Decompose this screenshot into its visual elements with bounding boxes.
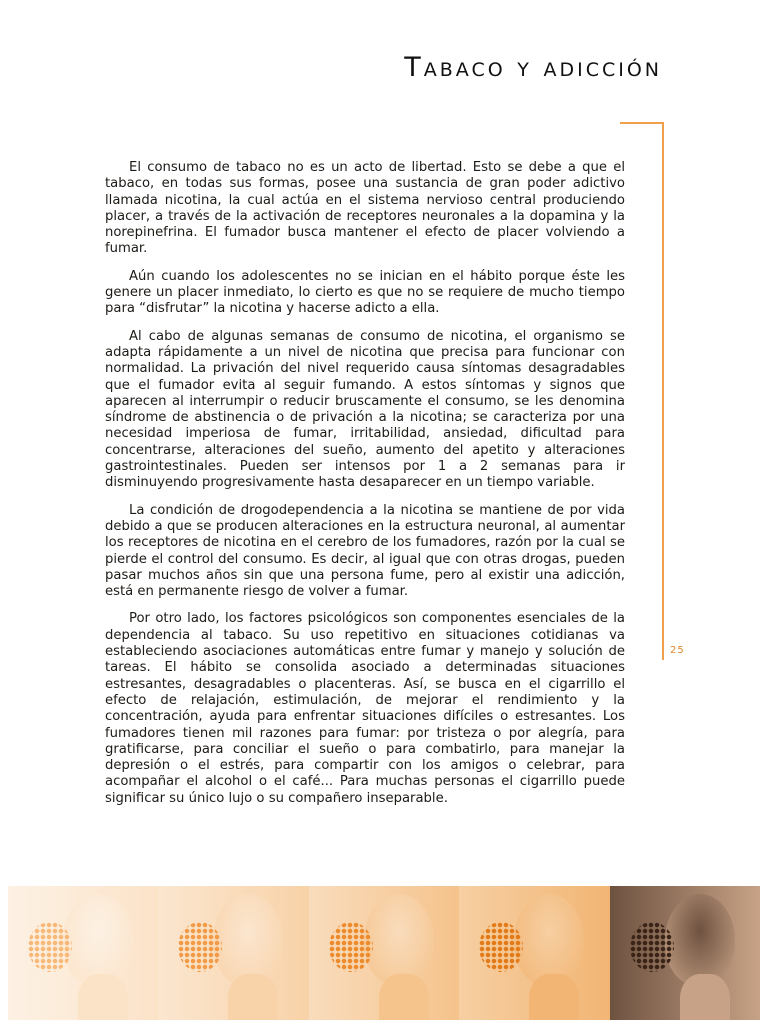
accent-rule-horizontal [620,122,664,124]
smoke-dots-icon [329,922,373,972]
paragraph: Por otro lado, los factores psicológicos son componentes esenciales de la dependencia al tabaco. Su uso repetitivo en situaciones cotidianas va estableciendo asociaciones automáticas entre fumar y manejo y solución de tareas. El hábito se consolida asociado a determinadas situaciones estresantes, desagradables o placenteras. Así, se busca en el cigarrillo el efecto de relajación, estimulación, de mejorar el rendimiento y la concentración, ayuda para enfrentar situaciones difíciles o estresantes. Los fumadores tienen mil razones para fumar: por tristeza o por alegría, para gratificarse, para conciliar el sueño o para combatirlo, para manejar la depresión o el estrés, para compartir con los amigos o celebrar, para acompañar el alcohol o el café... Para muchas personas el cigarrillo puede significar su único lujo o su compañero inseparable. [105,611,625,806]
neck-shape [680,974,730,1020]
smoking-person-photo [158,886,308,1020]
page-number: 25 [670,645,685,656]
smoking-person-photo [8,886,158,1020]
accent-rule-vertical [662,122,664,660]
head-shape [514,894,584,986]
smoking-person-photo [610,886,760,1020]
paragraph: Aún cuando los adolescentes no se inician en el hábito porque éste les genere un placer inmediato, lo cierto es que no se requiere de mucho tiempo para “disfrutar” la nicotina y hacerse adicto a ella. [105,268,625,317]
paragraph: Al cabo de algunas semanas de consumo de nicotina, el organismo se adapta rápidamente a un nivel de nicotina que precisa para funcionar con normalidad. La privación del nivel requerido causa síntomas desagradables que el fumador evita al seguir fumando. A estos síntomas y signos que aparecen al interrumpir o reducir bruscamente el consumo, se les denomina síndrome de abstinencia o de privación a la nicotina; se caracteriza por una necesidad imperiosa de fumar, irritabilidad, ansiedad, dificultad para concentrarse, alteraciones del sueño, aumento del apetito y alteraciones gastrointestinales. Pueden ser intensos por 1 a 2 semanas para ir disminuyendo progresivamente hasta desaparecer en un tiempo variable. [105,328,625,491]
smoking-person-photo [309,886,459,1020]
smoke-dots-icon [178,922,222,972]
neck-shape [78,974,128,1020]
smoke-dots-icon [630,922,674,972]
neck-shape [379,974,429,1020]
photo-strip [8,886,760,1020]
head-shape [364,894,434,986]
paragraph: El consumo de tabaco no es un acto de libertad. Esto se debe a que el tabaco, en todas sus formas, posee una sustancia de gran poder adictivo llamada nicotina, la cual actúa en el sistema nervioso central produciendo placer, a través de la activación de receptores neuronales a la dopamina y la norepinefrina. El fumador busca mantener el efecto de placer volviendo a fumar. [105,160,625,257]
head-shape [213,894,283,986]
smoking-person-photo [459,886,609,1020]
head-shape [63,894,133,986]
smoke-dots-icon [479,922,523,972]
page-title: Tabaco y adicción [404,52,662,83]
head-shape [665,894,735,986]
neck-shape [529,974,579,1020]
article-body [105,160,625,818]
paragraph: La condición de drogodependencia a la nicotina se mantiene de por vida debido a que se producen alteraciones en la estructura neuronal, al aumentar los receptores de nicotina en el cerebro de los fumadores, razón por la cual se pierde el control del consumo. Es decir, al igual que con otras drogas, pueden pasar muchos años sin que una persona fume, pero al existir una adicción, está en permanente riesgo de volver a fumar. [105,502,625,600]
neck-shape [228,974,278,1020]
smoke-dots-icon [28,922,72,972]
